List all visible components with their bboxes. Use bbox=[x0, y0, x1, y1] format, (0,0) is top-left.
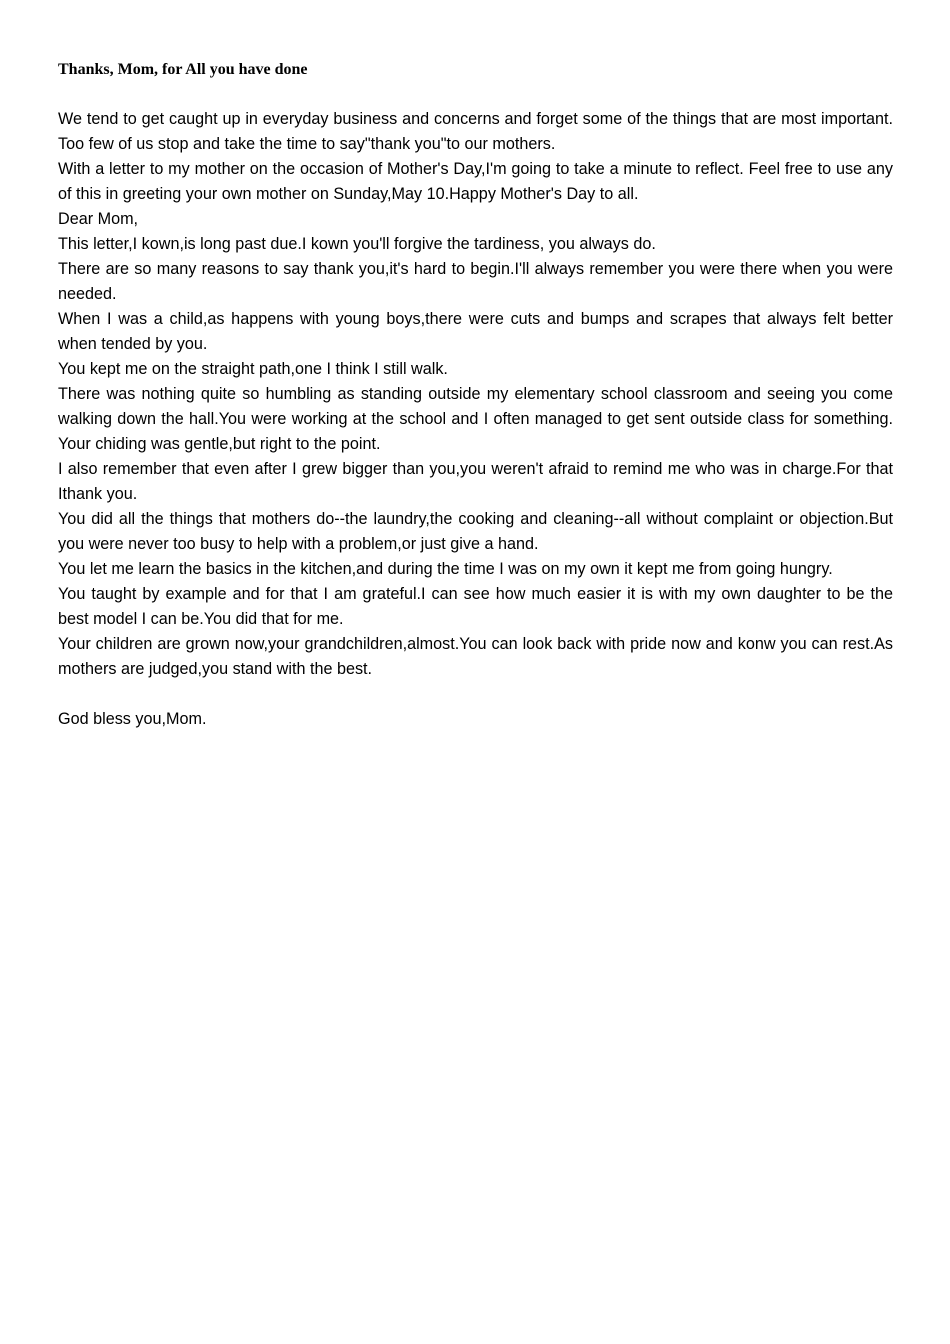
paragraph-reasons: There are so many reasons to say thank you,it's hard to begin.I'll always remember you were there when you were needed. bbox=[58, 260, 893, 303]
paragraph-straight-path: You kept me on the straight path,one I think I still walk. bbox=[58, 360, 448, 378]
paragraph-school: There was nothing quite so humbling as standing outside my elementary school classroom and seeing you come walking down the hall.You were working at the school and I often managed to get sent outside class for something. Your chiding was gentle,but right to the point. bbox=[58, 385, 893, 453]
closing-line: God bless you,Mom. bbox=[58, 710, 207, 728]
paragraph-intro: We tend to get caught up in everyday business and concerns and forget some of the things that are most important. Too few of us stop and take the time to say"thank you"to our mothers. bbox=[58, 110, 893, 153]
paragraph-in-charge: I also remember that even after I grew bigger than you,you weren't afraid to remind me who was in charge.For that Ithank you. bbox=[58, 460, 893, 503]
paragraph-occasion: With a letter to my mother on the occasion of Mother's Day,I'm going to take a minute to reflect. Feel free to use any of this in greeting your own mother on Sunday,May 10.Happy Mother's Day to all. bbox=[58, 160, 893, 203]
paragraph-grown: Your children are grown now,your grandchildren,almost.You can look back with pride now and konw you can rest.As mothers are judged,you stand with the best. bbox=[58, 635, 893, 678]
document-page bbox=[58, 58, 893, 732]
salutation: Dear Mom, bbox=[58, 210, 139, 228]
paragraph-kitchen: You let me learn the basics in the kitchen,and during the time I was on my own it kept me from going hungry. bbox=[58, 560, 833, 578]
paragraph-past-due: This letter,I kown,is long past due.I kown you'll forgive the tardiness, you always do. bbox=[58, 235, 656, 253]
letter-body bbox=[58, 107, 893, 732]
paragraph-example: You taught by example and for that I am grateful.I can see how much easier it is with my own daughter to be the best model I can be.You did that for me. bbox=[58, 585, 893, 628]
paragraph-childhood: When I was a child,as happens with young boys,there were cuts and bumps and scrapes that always felt better when tended by you. bbox=[58, 310, 893, 353]
document-title: Thanks, Mom, for All you have done bbox=[58, 61, 308, 78]
paragraph-chores: You did all the things that mothers do--the laundry,the cooking and cleaning--all without complaint or objection.But you were never too busy to help with a problem,or just give a hand. bbox=[58, 510, 893, 553]
